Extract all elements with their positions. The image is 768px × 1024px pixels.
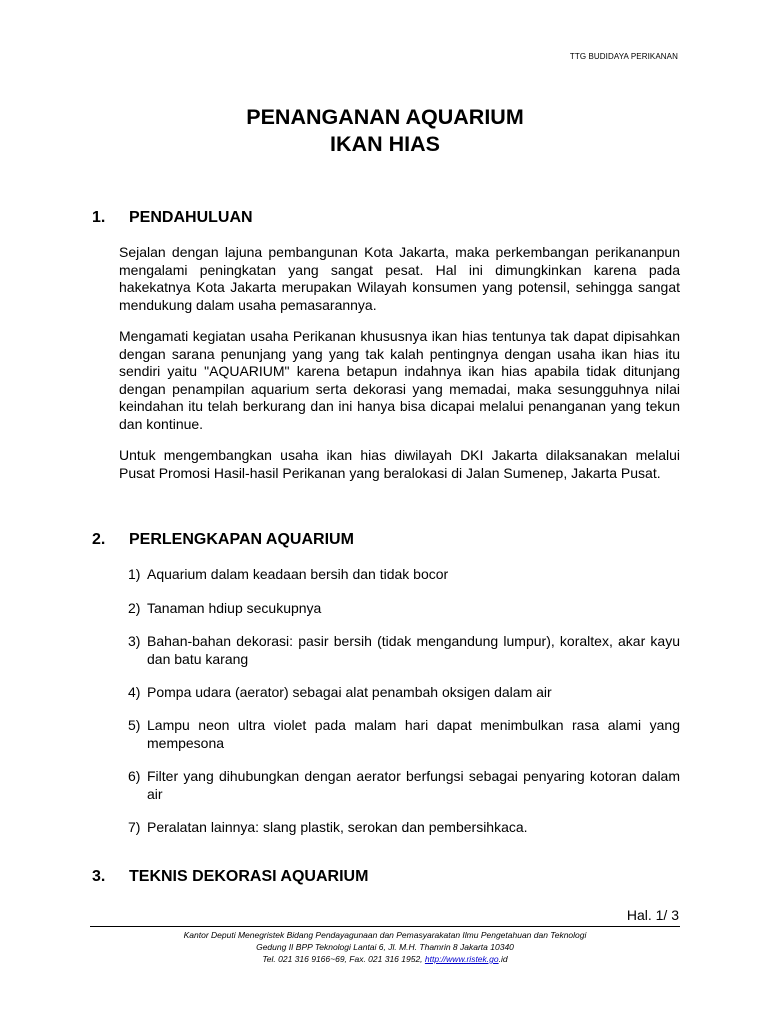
- page-number: Hal. 1/ 3: [626, 907, 679, 923]
- section-title: PERLENGKAPAN AQUARIUM: [129, 531, 354, 548]
- list-item-text: Tanaman hdiup secukupnya: [147, 600, 322, 616]
- section-number: 1.: [92, 209, 106, 226]
- list-item-number: 6): [128, 768, 141, 784]
- list-item-text: Filter yang dihubungkan dengan aerator berfungsi sebagai penyaring kotoran dalam air: [147, 768, 680, 802]
- section-heading-perlengkapan: [92, 531, 354, 549]
- list-item-text: Peralatan lainnya: slang plastik, serokan dan pembersihkaca.: [147, 819, 528, 835]
- intro-paragraph-3: Untuk mengembangkan usaha ikan hias diwilayah DKI Jakarta dilaksanakan melalui Pusat Promosi Hasil-hasil Perikanan yang beralokasi di Jalan Sumenep, Jakarta Pusat.: [119, 447, 680, 481]
- section-title: PENDAHULUAN: [129, 209, 253, 226]
- list-item-number: 2): [128, 600, 141, 616]
- section-number: 2.: [92, 531, 106, 548]
- equipment-list-item: [128, 566, 680, 584]
- equipment-list-item: [128, 819, 680, 837]
- footer-line-1: Kantor Deputi Menegristek Bidang Pendayagunaan dan Pemasyarakatan Ilmu Pengetahuan dan Teknologi: [183, 930, 587, 940]
- document-title: [0, 104, 768, 158]
- list-item-number: 4): [128, 684, 141, 700]
- equipment-list-item: [128, 684, 680, 702]
- footer-website-link[interactable]: http://www.ristek.go: [424, 954, 499, 964]
- list-item-text: Lampu neon ultra violet pada malam hari dapat menimbulkan rasa alami yang mempesona: [147, 717, 680, 751]
- list-item-number: 7): [128, 819, 141, 835]
- title-line-2: IKAN HIAS: [330, 132, 440, 156]
- footer-link-suffix: .id: [498, 954, 508, 964]
- footer-line-3: [90, 953, 680, 965]
- section-number: 3.: [92, 868, 106, 885]
- section-heading-pendahuluan: [92, 209, 253, 227]
- intro-paragraph-1: Sejalan dengan lajuna pembangunan Kota Jakarta, maka perkembangan perikananpun mengalami peningkatan yang sangat pesat. Hal ini dimungkinkan karena pada hakekatnya Kota Jakarta merupakan Wilayah konsumen yang potensil, sehingga sangat mendukung dalam usaha pemasarannya.: [119, 244, 680, 313]
- equipment-list-item: [128, 717, 680, 752]
- equipment-list-item: [128, 768, 680, 803]
- list-item-number: 1): [128, 566, 141, 582]
- list-item-text: Pompa udara (aerator) sebagai alat penambah oksigen dalam air: [147, 684, 552, 700]
- equipment-list-item: [128, 633, 680, 668]
- equipment-list-item: [128, 600, 680, 618]
- list-item-text: Bahan-bahan dekorasi: pasir bersih (tidak mengandung lumpur), koraltex, akar kayu dan batu karang: [147, 633, 680, 667]
- intro-paragraph-2: Mengamati kegiatan usaha Perikanan khususnya ikan hias tentunya tak dapat dipisahkan dengan sarana penunjang yang yang tak kalah pentingnya dengan usaha ikan hias itu sendiri yaitu "AQUARIUM" karena betapun indahnya ikan hias apabila tidak ditunjang dengan penampilan aquarium serta dekorasi yang memadai, maka sesungguhnya nilai keindahan itu telah berkurang dan ini hanya bisa dicapai melalui penanganan yang tekun dan kontinue.: [119, 328, 680, 432]
- list-item-text: Aquarium dalam keadaan bersih dan tidak bocor: [147, 566, 449, 582]
- section-title: TEKNIS DEKORASI AQUARIUM: [129, 868, 369, 885]
- footer-contact: Tel. 021 316 9166~69, Fax. 021 316 1952,: [262, 954, 423, 964]
- title-line-1: PENANGANAN AQUARIUM: [246, 105, 524, 129]
- section-heading-teknis: [92, 868, 368, 886]
- list-item-number: 5): [128, 717, 141, 733]
- footer: [90, 929, 680, 965]
- footer-line-2: Gedung II BPP Teknologi Lantai 6, Jl. M.H. Thamrin 8 Jakarta 10340: [256, 942, 514, 952]
- header-tag: TTG BUDIDAYA PERIKANAN: [569, 52, 678, 61]
- list-item-number: 3): [128, 633, 141, 649]
- footer-divider: [90, 926, 680, 927]
